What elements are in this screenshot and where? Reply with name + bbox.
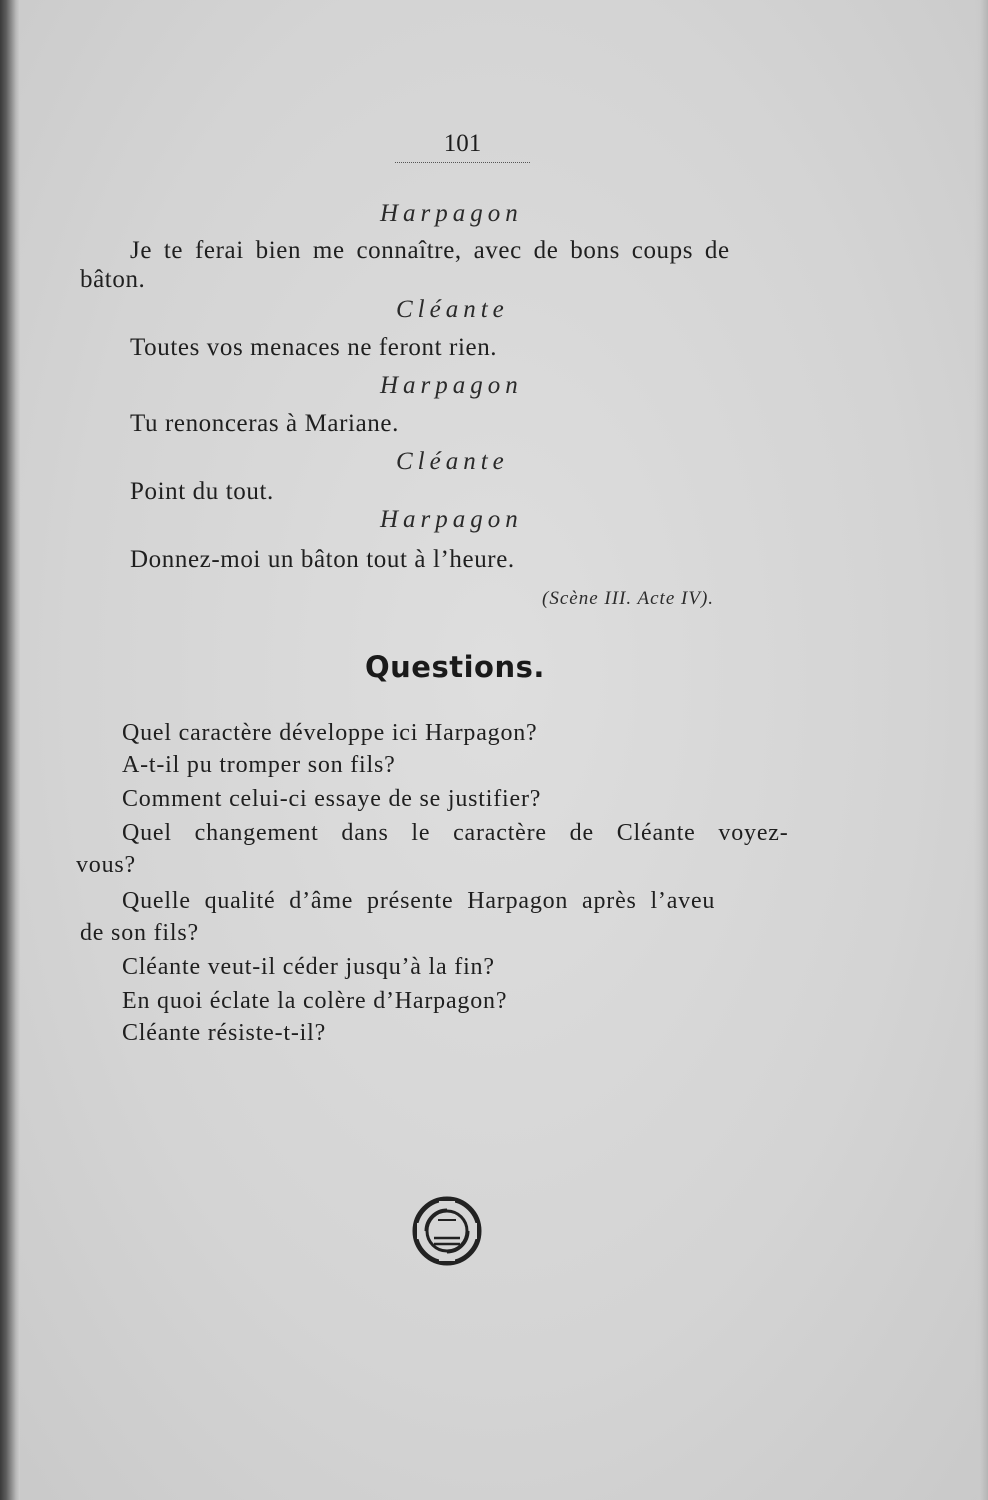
dialogue-line: bâton.: [80, 266, 146, 293]
questions-heading: Questions.: [365, 650, 545, 684]
question-line: Quelle qualité d’âme présente Harpagon après l’aveu: [122, 888, 716, 914]
question-line: Comment celui-ci essaye de se justifier?: [122, 786, 542, 812]
dialogue-line: Donnez-moi un bâton tout à l’heure.: [130, 546, 515, 573]
speaker-name: Cléante: [396, 448, 509, 475]
question-line: Quel changement dans le caractère de Cléante voyez-: [122, 820, 789, 846]
speaker-name: Harpagon: [380, 200, 523, 227]
page-number: 101: [395, 130, 530, 163]
question-line: vous?: [76, 852, 136, 878]
dialogue-line: Point du tout.: [130, 478, 274, 505]
dialogue-line: Tu renonceras à Mariane.: [130, 410, 399, 437]
question-line: A-t-il pu tromper son fils?: [122, 752, 396, 778]
question-line: Quel caractère développe ici Harpagon?: [122, 720, 538, 746]
speaker-name: Harpagon: [380, 506, 523, 533]
dialogue-line: Je te ferai bien me connaître, avec de bons coups de: [130, 237, 730, 264]
question-line: En quoi éclate la colère d’Harpagon?: [122, 988, 508, 1014]
binding-edge: [0, 0, 20, 1500]
speaker-name: Cléante: [396, 296, 509, 323]
dialogue-line: Toutes vos menaces ne feront rien.: [130, 334, 498, 361]
scene-reference: (Scène III. Acte IV).: [542, 588, 715, 609]
question-line: de son fils?: [80, 920, 199, 946]
circular-ornament-icon: [412, 1196, 482, 1266]
question-line: Cléante veut-il céder jusqu’à la fin?: [122, 954, 495, 980]
page-edge: [974, 0, 988, 1500]
speaker-name: Harpagon: [380, 372, 523, 399]
question-line: Cléante résiste-t-il?: [122, 1020, 327, 1046]
